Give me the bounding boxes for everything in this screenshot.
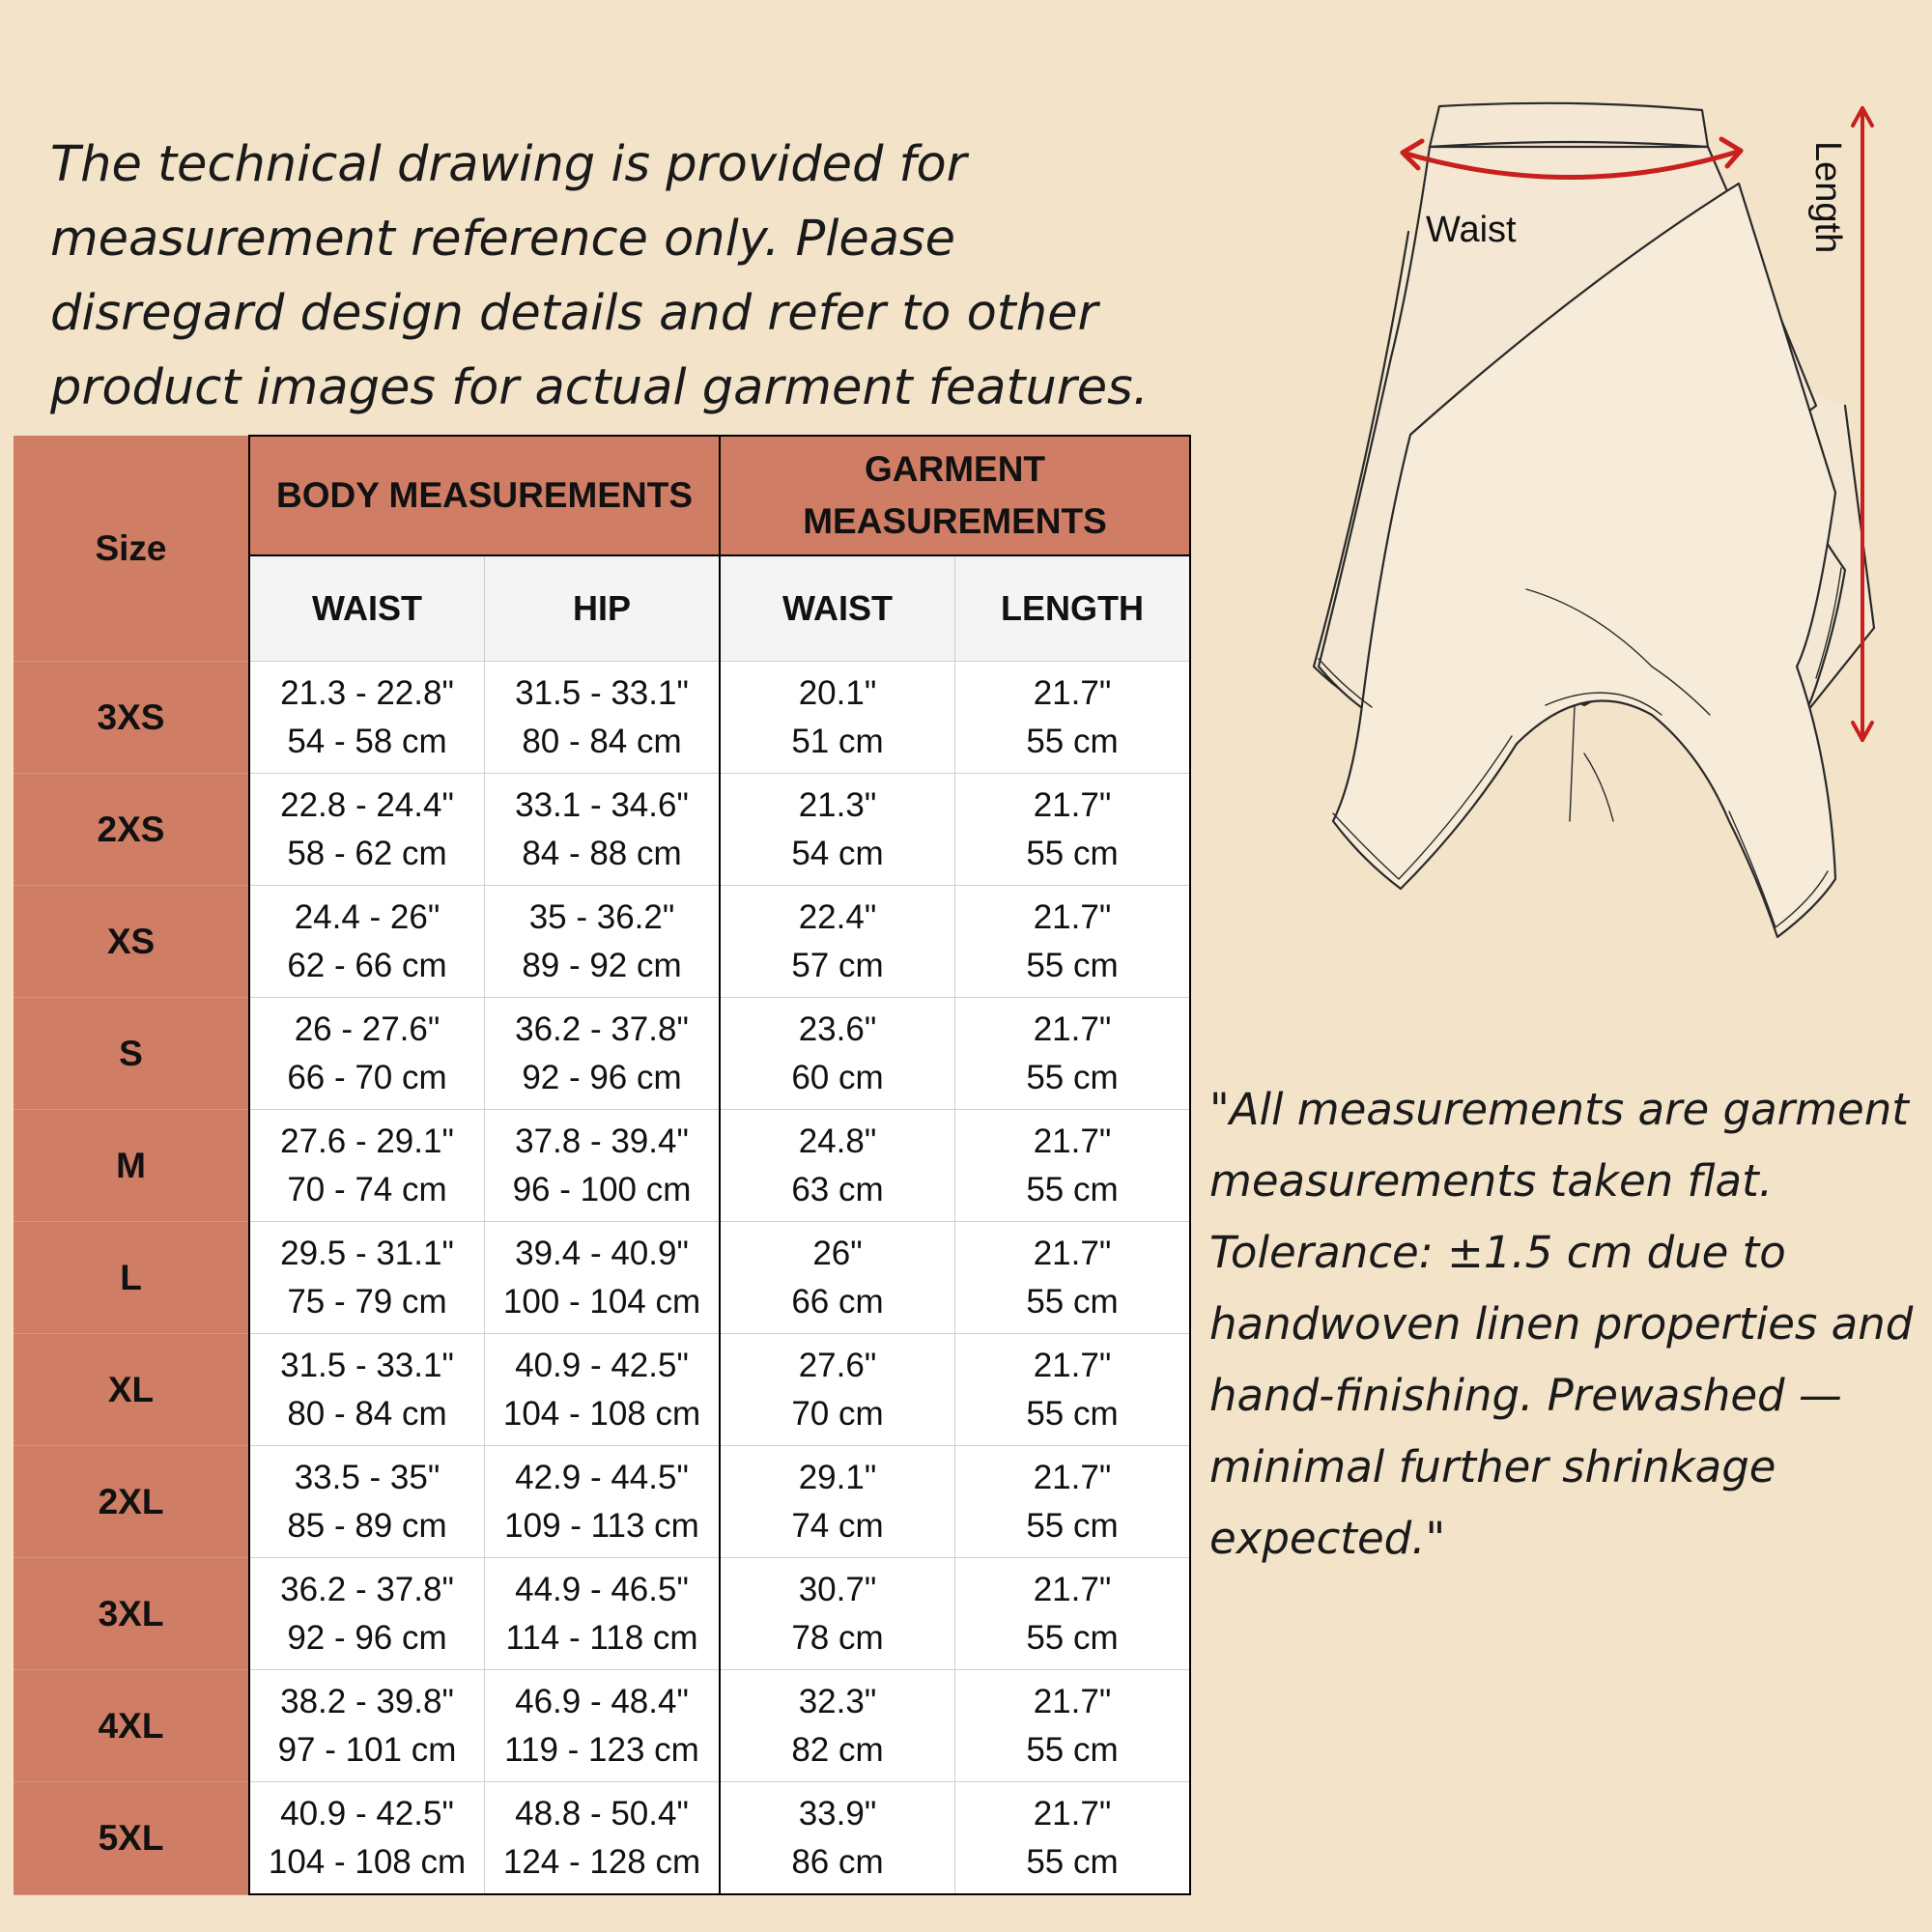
cell-body-waist-inches: 38.2 - 39.8" [280,1682,454,1720]
cell-hip [485,886,721,998]
cell-hip-inches: 40.9 - 42.5" [515,1346,689,1384]
cell-length-inches: 21.7" [1033,1122,1112,1160]
cell-length [955,1334,1191,1446]
cell-body-waist-cm: 97 - 101 cm [277,1730,457,1769]
cell-hip-cm: 89 - 92 cm [522,946,682,984]
cell-hip-cm: 114 - 118 cm [505,1618,698,1657]
cell-body-waist-inches: 40.9 - 42.5" [280,1794,454,1833]
cell-garment-waist-cm: 74 cm [791,1506,884,1545]
cell-body-waist [249,774,485,886]
cell-length-cm: 55 cm [1026,722,1119,760]
cell-length-cm: 55 cm [1026,1730,1119,1769]
cell-length-inches: 21.7" [1033,897,1112,936]
cell-body-waist-inches: 36.2 - 37.8" [280,1570,454,1608]
cell-body-waist-inches: 31.5 - 33.1" [280,1346,454,1384]
cell-length-cm: 55 cm [1026,1282,1119,1321]
measurement-tolerance-note: "All measurements are garment measurements taken flat. Tolerance: ±1.5 cm due to handwoven linen properties and hand-finishing. Prewashed — minimal further shrinkage expected." [1209,1084,1914,1564]
size-label: XL [14,1334,249,1446]
cell-hip-inches: 39.4 - 40.9" [515,1234,689,1272]
cell-length [955,662,1191,774]
cell-length-inches: 21.7" [1033,1234,1112,1272]
cell-hip [485,1222,721,1334]
cell-length [955,998,1191,1110]
cell-body-waist-cm: 66 - 70 cm [287,1058,447,1096]
table-row [14,1334,1190,1446]
size-label: 4XL [14,1670,249,1782]
cell-length [955,1446,1191,1558]
cell-body-waist [249,1222,485,1334]
cell-garment-waist-cm: 51 cm [791,722,884,760]
cell-length-cm: 55 cm [1026,1394,1119,1433]
size-column-header: Size [14,436,249,662]
cell-garment-waist [720,774,955,886]
cell-garment-waist-inches: 26" [812,1234,863,1272]
cell-body-waist [249,662,485,774]
table-row [14,886,1190,998]
cell-length-inches: 21.7" [1033,1570,1112,1608]
cell-hip-cm: 124 - 128 cm [502,1842,701,1881]
cell-body-waist [249,998,485,1110]
table-row [14,662,1190,774]
cell-garment-waist-inches: 24.8" [798,1122,877,1160]
cell-body-waist-cm: 104 - 108 cm [268,1842,467,1881]
cell-body-waist-inches: 26 - 27.6" [294,1009,440,1048]
cell-length-inches: 21.7" [1033,785,1112,824]
waistband [1430,103,1708,147]
cell-body-waist-inches: 33.5 - 35" [294,1458,440,1496]
waist-label: Waist [1426,210,1517,250]
cell-length-inches: 21.7" [1033,1682,1112,1720]
cell-body-waist-cm: 62 - 66 cm [287,946,447,984]
size-label: 5XL [14,1782,249,1895]
cell-body-waist-cm: 75 - 79 cm [287,1282,447,1321]
table-row [14,1670,1190,1782]
cell-hip [485,1110,721,1222]
cell-length [955,1558,1191,1670]
cell-hip-inches: 46.9 - 48.4" [515,1682,689,1720]
cell-length-inches: 21.7" [1033,1009,1112,1048]
size-label: L [14,1222,249,1334]
cell-hip [485,774,721,886]
cell-length [955,1782,1191,1895]
cell-garment-waist [720,1670,955,1782]
cell-length-cm: 55 cm [1026,1506,1119,1545]
cell-garment-waist-inches: 29.1" [798,1458,877,1496]
table-row [14,1558,1190,1670]
cell-garment-waist [720,1110,955,1222]
table-row [14,1110,1190,1222]
cell-garment-waist-inches: 20.1" [798,673,877,712]
cell-length [955,1670,1191,1782]
size-label: 2XS [14,774,249,886]
cell-body-waist-cm: 85 - 89 cm [287,1506,447,1545]
cell-hip-inches: 37.8 - 39.4" [515,1122,689,1160]
cell-length [955,774,1191,886]
cell-garment-waist-cm: 63 cm [791,1170,884,1208]
cell-length-cm: 55 cm [1026,1058,1119,1096]
cell-hip-inches: 48.8 - 50.4" [515,1794,689,1833]
cell-hip-cm: 100 - 104 cm [502,1282,701,1321]
length-label: Length [1807,141,1848,254]
size-label: 3XS [14,662,249,774]
cell-garment-waist-inches: 27.6" [798,1346,877,1384]
cell-hip [485,1558,721,1670]
subheader-length: LENGTH [955,555,1191,662]
cell-garment-waist-inches: 33.9" [798,1794,877,1833]
cell-body-waist-cm: 70 - 74 cm [287,1170,447,1208]
cell-length [955,886,1191,998]
cell-body-waist-inches: 24.4 - 26" [294,897,440,936]
cell-garment-waist-cm: 82 cm [791,1730,884,1769]
cell-hip-inches: 33.1 - 34.6" [515,785,689,824]
size-label: XS [14,886,249,998]
cell-body-waist [249,1670,485,1782]
cell-hip [485,1782,721,1895]
cell-body-waist [249,1334,485,1446]
cell-hip-cm: 80 - 84 cm [522,722,682,760]
size-label: 2XL [14,1446,249,1558]
cell-length-cm: 55 cm [1026,946,1119,984]
cell-length [955,1222,1191,1334]
cell-garment-waist [720,1334,955,1446]
cell-hip-cm: 84 - 88 cm [522,834,682,872]
skirt-technical-drawing [1294,87,1913,976]
cell-garment-waist-cm: 78 cm [791,1618,884,1657]
cell-hip-cm: 104 - 108 cm [502,1394,701,1433]
cell-garment-waist-inches: 23.6" [798,1009,877,1048]
table-row [14,998,1190,1110]
cell-garment-waist-cm: 57 cm [791,946,884,984]
garment-measurements-header [720,436,1190,555]
cell-hip-cm: 92 - 96 cm [522,1058,682,1096]
cell-hip [485,662,721,774]
cell-garment-waist-cm: 70 cm [791,1394,884,1433]
cell-hip [485,1670,721,1782]
subheader-hip: HIP [485,555,721,662]
cell-hip [485,998,721,1110]
cell-body-waist-inches: 22.8 - 24.4" [280,785,454,824]
cell-body-waist-cm: 54 - 58 cm [287,722,447,760]
cell-hip-inches: 35 - 36.2" [528,897,675,936]
size-label: M [14,1110,249,1222]
cell-hip-inches: 31.5 - 33.1" [515,673,689,712]
cell-garment-waist [720,886,955,998]
cell-hip [485,1334,721,1446]
table-row [14,1222,1190,1334]
body-measurements-header: BODY MEASUREMENTS [249,436,720,555]
size-chart [14,435,1191,1895]
cell-length-cm: 55 cm [1026,1842,1119,1881]
cell-length-inches: 21.7" [1033,1346,1112,1384]
cell-garment-waist [720,1558,955,1670]
cell-garment-waist-cm: 54 cm [791,834,884,872]
cell-body-waist [249,1782,485,1895]
cell-body-waist-cm: 58 - 62 cm [287,834,447,872]
cell-garment-waist-cm: 86 cm [791,1842,884,1881]
cell-length-inches: 21.7" [1033,1458,1112,1496]
garment-header-line2: MEASUREMENTS [803,501,1107,541]
cell-hip-inches: 36.2 - 37.8" [515,1009,689,1048]
size-table [14,435,1191,1895]
cell-garment-waist-inches: 32.3" [798,1682,877,1720]
cell-length-cm: 55 cm [1026,1618,1119,1657]
cell-garment-waist [720,1782,955,1895]
cell-hip-inches: 42.9 - 44.5" [515,1458,689,1496]
cell-garment-waist [720,1222,955,1334]
cell-garment-waist [720,662,955,774]
cell-body-waist [249,1110,485,1222]
cell-garment-waist [720,1446,955,1558]
size-label: S [14,998,249,1110]
cell-body-waist [249,1558,485,1670]
cell-body-waist-inches: 29.5 - 31.1" [280,1234,454,1272]
table-row [14,1782,1190,1895]
cell-hip-cm: 119 - 123 cm [504,1730,699,1769]
cell-hip-inches: 44.9 - 46.5" [515,1570,689,1608]
cell-body-waist [249,1446,485,1558]
cell-body-waist-cm: 80 - 84 cm [287,1394,447,1433]
disclaimer-text: The technical drawing is provided for measurement reference only. Please disregard design details and refer to other product images for actual garment features. [50,136,1149,416]
cell-length-inches: 21.7" [1033,1794,1112,1833]
cell-length [955,1110,1191,1222]
table-group-header-row [14,436,1190,555]
cell-body-waist-cm: 92 - 96 cm [287,1618,447,1657]
cell-body-waist-inches: 21.3 - 22.8" [280,673,454,712]
table-row [14,1446,1190,1558]
cell-hip [485,1446,721,1558]
cell-hip-cm: 96 - 100 cm [512,1170,692,1208]
garment-header-line1: GARMENT [864,449,1046,489]
cell-garment-waist-inches: 21.3" [798,785,877,824]
cell-garment-waist-cm: 60 cm [791,1058,884,1096]
cell-garment-waist-cm: 66 cm [791,1282,884,1321]
table-row [14,774,1190,886]
subheader-garment-waist: WAIST [720,555,955,662]
cell-garment-waist-inches: 30.7" [798,1570,877,1608]
cell-length-cm: 55 cm [1026,1170,1119,1208]
size-label: 3XL [14,1558,249,1670]
cell-garment-waist [720,998,955,1110]
cell-garment-waist-inches: 22.4" [798,897,877,936]
cell-body-waist [249,886,485,998]
cell-hip-cm: 109 - 113 cm [504,1506,699,1545]
cell-length-cm: 55 cm [1026,834,1119,872]
subheader-body-waist: WAIST [249,555,485,662]
cell-body-waist-inches: 27.6 - 29.1" [280,1122,454,1160]
cell-length-inches: 21.7" [1033,673,1112,712]
